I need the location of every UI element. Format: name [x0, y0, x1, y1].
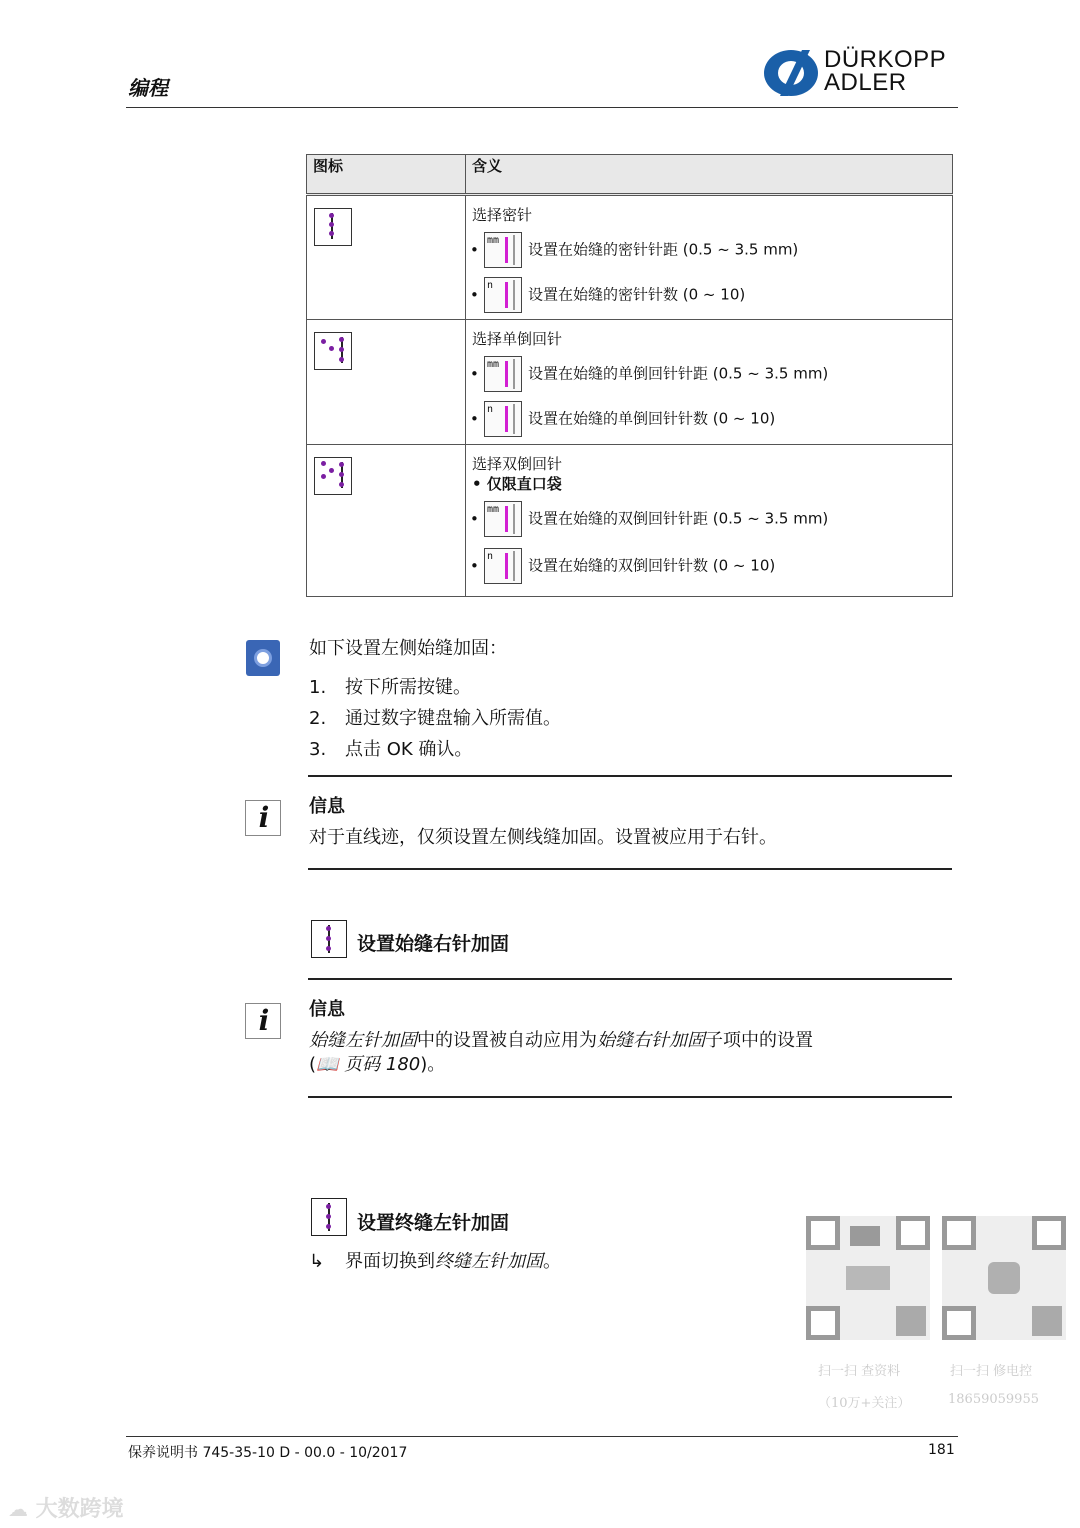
- page-number: 181: [928, 1442, 955, 1458]
- divider: [308, 868, 952, 870]
- dense-stitch-icon[interactable]: [311, 1198, 347, 1236]
- dense-stitch-icon[interactable]: [311, 920, 347, 958]
- section-title: 设置终缝左针加固: [357, 1212, 510, 1234]
- stitch-length-icon[interactable]: mm: [484, 356, 522, 392]
- row-title: 选择双倒回针: [472, 455, 563, 473]
- divider: [308, 978, 952, 980]
- info-title: 信息: [309, 796, 345, 817]
- footer-doc-id: 保养说明书 745-35-10 D - 00.0 - 10/2017: [128, 1445, 408, 1461]
- result-line: ↳ 界面切换到终缝左针加固。: [309, 1251, 561, 1272]
- table-row-icon-cell: [307, 320, 466, 445]
- info-icon: i: [245, 800, 281, 836]
- table-row-icon-cell: [307, 195, 466, 320]
- stitch-count-icon[interactable]: n: [484, 548, 522, 584]
- header-title: 编程: [128, 76, 168, 100]
- row-note: • 仅限直口袋: [472, 475, 562, 493]
- table-header-icon: 图标: [307, 155, 466, 195]
- qr-code-right: [942, 1216, 1066, 1340]
- watermark: ☁ 大数跨境: [8, 1497, 124, 1522]
- result-arrow-icon: ↳: [309, 1251, 325, 1272]
- watermark-logo-icon: ☁: [8, 1497, 28, 1521]
- step-item: 2. 通过数字键盘输入所需值。: [309, 708, 561, 729]
- operator-panel-icon: [246, 640, 280, 676]
- list-item: • mm 设置在始缝的单倒回针针距 (0.5 ~ 3.5 mm): [470, 356, 828, 392]
- info-title: 信息: [309, 999, 345, 1020]
- step-item: 1. 按下所需按键。: [309, 677, 471, 698]
- info-text: 对于直线迹，仅须设置左侧线缝加固。设置被应用于右针。: [309, 827, 777, 848]
- list-item: • n 设置在始缝的密针针数 (0 ~ 10): [470, 277, 745, 313]
- brand-line1: DÜRKOPP: [824, 46, 947, 73]
- dense-stitch-icon[interactable]: [314, 208, 352, 246]
- brand-logo-mark-icon: [762, 48, 820, 98]
- table-row-meaning-cell: [466, 195, 953, 320]
- row-title: 选择单倒回针: [472, 330, 563, 348]
- list-item: • n 设置在始缝的双倒回针针数 (0 ~ 10): [470, 548, 775, 584]
- info-icon: i: [245, 1003, 281, 1039]
- info-text: 始缝左针加固中的设置被自动应用为始缝右针加固子项中的设置: [309, 1030, 813, 1051]
- brand-line2: ADLER: [824, 69, 907, 96]
- single-backtack-icon[interactable]: [314, 332, 352, 370]
- stitch-length-icon[interactable]: mm: [484, 232, 522, 268]
- footer-divider: [126, 1436, 958, 1437]
- brand-logo: [762, 48, 954, 100]
- qr-caption: 18659059955: [948, 1392, 1039, 1407]
- divider: [308, 1096, 952, 1098]
- stitch-length-icon[interactable]: mm: [484, 501, 522, 537]
- double-backtack-icon[interactable]: [314, 457, 352, 495]
- page-reference[interactable]: (📖 页码 180)。: [309, 1054, 446, 1075]
- qr-caption: 扫一扫 查资料: [818, 1364, 901, 1379]
- table-row-meaning-cell: [466, 445, 953, 597]
- qr-caption: 扫一扫 修电控: [950, 1364, 1033, 1379]
- list-item: • n 设置在始缝的单倒回针针数 (0 ~ 10): [470, 401, 775, 437]
- icon-meaning-table: [306, 154, 953, 597]
- intro-text: 如下设置左侧始缝加固：: [309, 638, 507, 659]
- table-row-meaning-cell: [466, 320, 953, 445]
- section-title: 设置始缝右针加固: [357, 933, 510, 955]
- stitch-count-icon[interactable]: n: [484, 277, 522, 313]
- stitch-count-icon[interactable]: n: [484, 401, 522, 437]
- qr-caption: （10万+关注）: [818, 1396, 911, 1411]
- list-item: • mm 设置在始缝的双倒回针针距 (0.5 ~ 3.5 mm): [470, 501, 828, 537]
- qr-code-left: [806, 1216, 930, 1340]
- list-item: • mm 设置在始缝的密针针距 (0.5 ~ 3.5 mm): [470, 232, 798, 268]
- step-item: 3. 点击 OK 确认。: [309, 739, 473, 760]
- table-header-meaning: 含义: [466, 155, 953, 195]
- header-divider: [126, 107, 958, 108]
- row-title: 选择密针: [472, 206, 533, 224]
- table-row-icon-cell: [307, 445, 466, 597]
- divider: [308, 775, 952, 777]
